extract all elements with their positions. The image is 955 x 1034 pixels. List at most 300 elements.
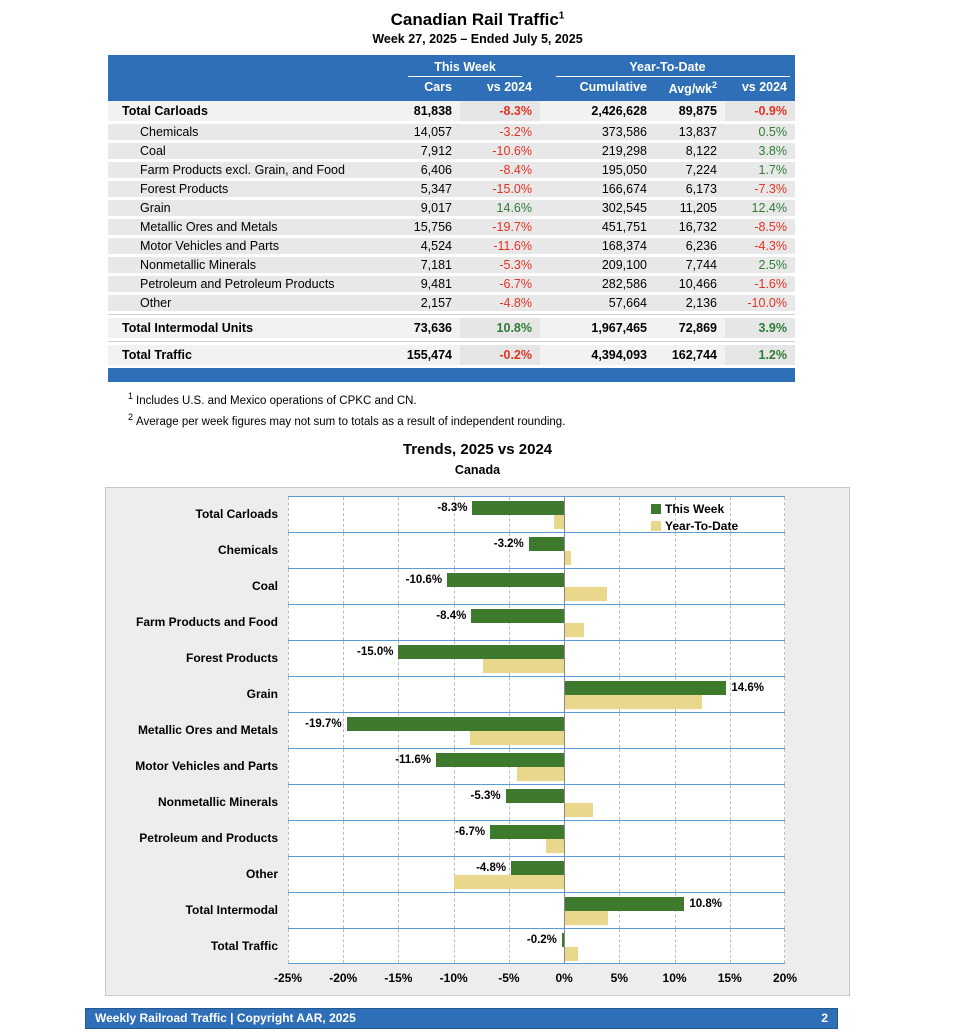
chart-band — [106, 604, 849, 640]
x-axis-tick-label: -15% — [384, 970, 413, 985]
chart-category-label: Farm Products and Food — [135, 614, 278, 629]
cell-cars: 9,017 — [420, 201, 452, 216]
bar-year-to-date — [565, 623, 584, 637]
bar-value-label: -15.0% — [357, 645, 394, 658]
footnote-text: Includes U.S. and Mexico operations of CPKC and CN. — [136, 394, 417, 407]
gridline — [454, 785, 455, 820]
footnote-marker: 1 — [128, 391, 134, 402]
gridline — [784, 821, 785, 856]
legend-label-this-week: This Week — [665, 502, 725, 517]
gridline — [343, 749, 344, 784]
cell-cumulative: 209,100 — [601, 258, 647, 273]
chart-band-plot — [288, 532, 785, 568]
table-header — [108, 55, 795, 101]
gridline — [288, 605, 289, 640]
chart-band — [106, 532, 849, 568]
footnotes — [128, 391, 955, 428]
cell-avg-wk: 72,869 — [678, 321, 717, 336]
cell-vs-2024-ytd: 1.2% — [725, 345, 795, 365]
footnote-line — [128, 391, 955, 407]
gridline — [784, 677, 785, 712]
report-page — [0, 10, 955, 1029]
gridline — [619, 713, 620, 748]
bar-year-to-date — [565, 587, 607, 601]
cell-vs-2024-week: -0.2% — [460, 345, 540, 365]
bar-year-to-date — [565, 947, 578, 961]
bar-value-label: -5.3% — [470, 789, 501, 802]
gridline — [343, 677, 344, 712]
cell-vs-2024-week: -11.6% — [460, 238, 540, 254]
bar-value-label: -10.6% — [405, 573, 443, 586]
bar-value-label: -8.4% — [436, 609, 467, 622]
table-row — [108, 276, 795, 292]
column-header-cumulative: Cumulative — [579, 80, 647, 94]
gridline — [398, 569, 399, 604]
gridline — [343, 821, 344, 856]
x-axis-tick-label: 10% — [662, 970, 687, 985]
bar-this-week — [490, 825, 564, 839]
row-separator — [108, 341, 795, 342]
x-axis-tick-label: -20% — [329, 970, 358, 985]
bar-year-to-date — [546, 839, 564, 853]
cell-vs-2024-ytd: -10.0% — [725, 295, 795, 311]
gridline — [730, 785, 731, 820]
footer-bar — [85, 1008, 838, 1029]
table-row — [108, 238, 795, 254]
gridline — [784, 605, 785, 640]
footnote-marker: 2 — [128, 411, 134, 422]
gridline — [784, 857, 785, 892]
cell-cumulative: 4,394,093 — [591, 348, 647, 363]
table-row — [108, 143, 795, 159]
gridline — [730, 569, 731, 604]
cell-vs-2024-week: -8.3% — [460, 101, 540, 121]
bar-this-week — [398, 645, 564, 659]
cell-vs-2024-ytd: 0.5% — [725, 124, 795, 140]
gridline — [343, 533, 344, 568]
title-footnote-marker: 1 — [558, 10, 565, 22]
cell-cars: 7,181 — [420, 258, 452, 273]
bar-year-to-date — [565, 695, 702, 709]
cell-avg-wk: 2,136 — [685, 296, 717, 311]
zero-axis-line — [564, 749, 565, 784]
bar-year-to-date — [554, 515, 564, 529]
page-number: 2 — [821, 1011, 828, 1026]
footer-text: Weekly Railroad Traffic | Copyright AAR, 2025 — [95, 1011, 356, 1026]
x-axis-tick-label: 20% — [772, 970, 798, 985]
cell-cars: 7,912 — [420, 144, 452, 159]
gridline — [784, 893, 785, 928]
table-body — [108, 101, 795, 365]
table-row — [108, 181, 795, 197]
page-title-text: Canadian Rail Traffic — [390, 10, 559, 29]
gridline — [675, 605, 676, 640]
gridline — [343, 497, 344, 532]
bar-value-label: -8.3% — [437, 501, 468, 514]
legend-swatch-year-to-date — [651, 521, 661, 531]
gridline — [288, 785, 289, 820]
table-row — [108, 200, 795, 216]
table-row — [108, 219, 795, 235]
x-axis-tick-label: 15% — [717, 970, 742, 985]
gridline — [343, 857, 344, 892]
bar-this-week — [471, 609, 564, 623]
gridline — [730, 605, 731, 640]
bar-year-to-date — [565, 803, 593, 817]
cell-vs-2024-ytd: -8.5% — [725, 219, 795, 235]
cell-avg-wk: 7,224 — [685, 163, 717, 178]
chart-band-plot — [288, 820, 785, 856]
gridline — [288, 641, 289, 676]
gridline — [343, 605, 344, 640]
cell-label: Nonmetallic Minerals — [140, 258, 257, 273]
group-header-ytd-label: Year-To-Date — [629, 60, 706, 74]
gridline — [619, 569, 620, 604]
cell-cars: 6,406 — [420, 163, 452, 178]
gridline — [454, 677, 455, 712]
gridline — [288, 569, 289, 604]
gridline — [730, 821, 731, 856]
chart-category-label: Other — [245, 866, 278, 881]
gridline — [509, 677, 510, 712]
gridline — [784, 785, 785, 820]
footnote-text: Average per week figures may not sum to totals as a result of independent rounding. — [136, 415, 566, 428]
cell-avg-wk: 6,173 — [685, 182, 717, 197]
gridline — [343, 929, 344, 963]
cell-avg-wk: 13,837 — [678, 125, 717, 140]
cell-vs-2024-ytd: 3.8% — [725, 143, 795, 159]
chart-category-label: Grain — [246, 686, 278, 701]
group-header-year-to-date — [540, 60, 795, 77]
cell-vs-2024-ytd: 2.5% — [725, 257, 795, 273]
gridline — [398, 785, 399, 820]
cell-cumulative: 168,374 — [601, 239, 647, 254]
cell-label: Total Carloads — [122, 104, 208, 119]
gridline — [619, 533, 620, 568]
cell-avg-wk: 7,744 — [685, 258, 717, 273]
gridline — [343, 713, 344, 748]
column-header-avgwk-text: Avg/wk — [668, 82, 712, 97]
chart-band — [106, 712, 849, 748]
cell-label: Chemicals — [140, 125, 199, 140]
chart-band — [106, 676, 849, 712]
gridline — [784, 569, 785, 604]
cell-label: Motor Vehicles and Parts — [140, 239, 279, 254]
table-bottom-bar — [108, 368, 795, 382]
zero-axis-line — [564, 497, 565, 532]
cell-avg-wk: 162,744 — [671, 348, 717, 363]
cell-vs-2024-ytd: 3.9% — [725, 318, 795, 338]
gridline — [288, 713, 289, 748]
bar-year-to-date — [454, 875, 564, 889]
traffic-table — [108, 55, 795, 382]
chart-plot-area — [106, 496, 849, 964]
gridline — [784, 749, 785, 784]
gridline — [784, 533, 785, 568]
bar-this-week — [529, 537, 564, 551]
bar-value-label: -19.7% — [305, 717, 342, 730]
gridline — [619, 749, 620, 784]
cell-cumulative: 451,751 — [601, 220, 647, 235]
chart-band-plot — [288, 712, 785, 748]
chart-band-plot — [288, 568, 785, 604]
gridline — [675, 641, 676, 676]
gridline — [730, 533, 731, 568]
cell-label: Total Intermodal Units — [122, 321, 254, 336]
gridline — [398, 533, 399, 568]
gridline — [730, 857, 731, 892]
group-header-this-week-label: This Week — [434, 60, 496, 74]
cell-vs-2024-ytd: -0.9% — [725, 101, 795, 121]
gridline — [675, 533, 676, 568]
cell-cumulative: 2,426,628 — [591, 104, 647, 119]
x-axis-tick-label: -25% — [273, 970, 303, 985]
page-subtitle: Week 27, 2025 – Ended July 5, 2025 — [372, 32, 583, 46]
chart-band-plot — [288, 748, 785, 784]
gridline — [398, 929, 399, 963]
bar-this-week — [447, 573, 564, 587]
gridline — [398, 677, 399, 712]
column-header-avgwk — [655, 80, 725, 96]
gridline — [675, 749, 676, 784]
cell-vs-2024-ytd: -1.6% — [725, 276, 795, 292]
chart-band-plot — [288, 676, 785, 712]
x-axis — [273, 967, 798, 989]
gridline — [398, 857, 399, 892]
x-axis-tick-label: -10% — [439, 970, 468, 985]
cell-cumulative: 373,586 — [601, 125, 647, 140]
cell-avg-wk: 10,466 — [678, 277, 717, 292]
cell-cars: 14,057 — [413, 125, 452, 140]
page-title — [0, 10, 955, 30]
gridline — [343, 785, 344, 820]
gridline — [398, 497, 399, 532]
gridline — [730, 641, 731, 676]
gridline — [675, 785, 676, 820]
table-header-groups — [108, 60, 795, 77]
gridline — [675, 857, 676, 892]
chart-category-label: Metallic Ores and Metals — [137, 722, 278, 737]
gridline — [343, 569, 344, 604]
cell-label: Coal — [140, 144, 166, 159]
cell-avg-wk: 11,205 — [679, 201, 717, 216]
legend-item-this-week — [651, 501, 738, 518]
cell-vs-2024-week: 10.8% — [460, 318, 540, 338]
column-header-vs2024-week: vs 2024 — [486, 80, 532, 94]
cell-vs-2024-week: -15.0% — [460, 181, 540, 197]
table-row — [108, 124, 795, 140]
chart-band — [106, 784, 849, 820]
bar-year-to-date — [483, 659, 564, 673]
table-row — [108, 318, 795, 338]
bar-value-label: 14.6% — [731, 681, 764, 694]
chart-band — [106, 892, 849, 928]
cell-cars: 73,636 — [413, 321, 452, 336]
chart-category-label: Petroleum and Products — [139, 830, 278, 845]
gridline — [619, 605, 620, 640]
chart-legend — [651, 501, 738, 535]
bar-year-to-date — [470, 731, 564, 745]
bar-value-label: -0.2% — [526, 933, 557, 946]
gridline — [343, 641, 344, 676]
cell-cumulative: 57,664 — [608, 296, 647, 311]
cell-label: Other — [140, 296, 172, 311]
cell-vs-2024-week: -3.2% — [460, 124, 540, 140]
legend-label-year-to-date: Year-To-Date — [665, 519, 739, 534]
header-spacer — [108, 60, 390, 77]
cell-cars: 15,756 — [413, 220, 452, 235]
cell-vs-2024-week: -10.6% — [460, 143, 540, 159]
chart-band-plot — [288, 856, 785, 892]
column-header-empty — [108, 80, 390, 96]
trends-bar-chart — [105, 487, 850, 996]
cell-avg-wk: 8,122 — [685, 144, 717, 159]
bar-this-week — [472, 501, 564, 515]
chart-band-plot — [288, 604, 785, 640]
gridline — [619, 497, 620, 532]
cell-label: Petroleum and Petroleum Products — [140, 277, 335, 292]
gridline — [619, 857, 620, 892]
footnote-line — [128, 412, 955, 428]
legend-item-year-to-date — [651, 518, 738, 535]
cell-cumulative: 219,298 — [601, 144, 647, 159]
avgwk-footnote-marker: 2 — [711, 80, 717, 90]
zero-axis-line — [564, 857, 565, 892]
cell-label: Farm Products excl. Grain, and Food — [140, 163, 345, 178]
cell-vs-2024-ytd: -4.3% — [725, 238, 795, 254]
cell-cars: 4,524 — [420, 239, 452, 254]
chart-band-plot — [288, 640, 785, 676]
x-axis-tick-label: 0% — [555, 970, 573, 985]
gridline — [730, 749, 731, 784]
cell-cumulative: 166,674 — [601, 182, 647, 197]
gridline — [730, 893, 731, 928]
gridline — [509, 929, 510, 963]
bar-this-week — [511, 861, 564, 875]
gridline — [509, 893, 510, 928]
cell-label: Total Traffic — [122, 348, 192, 363]
chart-band-plot — [288, 928, 785, 964]
bar-value-label: -11.6% — [395, 753, 431, 766]
chart-band-plot — [288, 784, 785, 820]
cell-cars: 81,838 — [413, 104, 452, 119]
gridline — [398, 605, 399, 640]
table-row — [108, 295, 795, 311]
bar-this-week — [565, 681, 726, 695]
bar-value-label: 10.8% — [689, 897, 722, 910]
cell-avg-wk: 16,732 — [678, 220, 717, 235]
chart-band — [106, 856, 849, 892]
cell-label: Forest Products — [140, 182, 229, 197]
zero-axis-line — [564, 641, 565, 676]
column-header-cars: Cars — [424, 80, 452, 94]
cell-cumulative: 282,586 — [601, 277, 647, 292]
gridline — [288, 677, 289, 712]
x-axis-tick-label: 5% — [610, 970, 628, 985]
chart-category-label: Nonmetallic Minerals — [157, 794, 278, 809]
table-row — [108, 345, 795, 365]
gridline — [619, 821, 620, 856]
cell-avg-wk: 6,236 — [685, 239, 717, 254]
gridline — [619, 641, 620, 676]
cell-vs-2024-ytd: 12.4% — [725, 200, 795, 216]
chart-band — [106, 928, 849, 964]
bar-year-to-date — [517, 767, 564, 781]
chart-band — [106, 568, 849, 604]
cell-vs-2024-week: 14.6% — [460, 200, 540, 216]
cell-vs-2024-ytd: 1.7% — [725, 162, 795, 178]
bar-this-week — [436, 753, 564, 767]
gridline — [454, 929, 455, 963]
chart-title: Trends, 2025 vs 2024 — [402, 440, 553, 458]
gridline — [730, 929, 731, 963]
table-row — [108, 162, 795, 178]
cell-cumulative: 1,967,465 — [591, 321, 647, 336]
bar-year-to-date — [565, 551, 571, 565]
table-row — [108, 257, 795, 273]
chart-category-label: Chemicals — [217, 542, 278, 557]
gridline — [619, 785, 620, 820]
cell-avg-wk: 89,875 — [678, 104, 717, 119]
gridline — [288, 749, 289, 784]
gridline — [675, 929, 676, 963]
cell-vs-2024-week: -8.4% — [460, 162, 540, 178]
gridline — [454, 533, 455, 568]
zero-axis-line — [564, 713, 565, 748]
gridline — [784, 641, 785, 676]
gridline — [675, 821, 676, 856]
gridline — [343, 893, 344, 928]
gridline — [398, 821, 399, 856]
chart-category-label: Motor Vehicles and Parts — [135, 758, 278, 773]
gridline — [288, 533, 289, 568]
cell-cumulative: 302,545 — [601, 201, 647, 216]
gridline — [288, 893, 289, 928]
bar-this-week — [565, 897, 684, 911]
chart-subtitle: Canada — [454, 462, 501, 477]
group-underline — [408, 76, 522, 77]
chart-band — [106, 748, 849, 784]
bar-value-label: -4.8% — [476, 861, 507, 874]
chart-category-label: Coal — [251, 578, 278, 593]
cell-cars: 9,481 — [420, 277, 452, 292]
chart-band — [106, 820, 849, 856]
column-header-vs2024-ytd: vs 2024 — [741, 80, 787, 94]
gridline — [288, 497, 289, 532]
bar-this-week — [347, 717, 565, 731]
chart-band-plot — [288, 892, 785, 928]
zero-axis-line — [564, 821, 565, 856]
bar-this-week — [506, 789, 565, 803]
gridline — [288, 857, 289, 892]
gridline — [784, 497, 785, 532]
cell-cars: 155,474 — [406, 348, 452, 363]
gridline — [454, 893, 455, 928]
cell-vs-2024-week: -4.8% — [460, 295, 540, 311]
cell-vs-2024-week: -6.7% — [460, 276, 540, 292]
gridline — [675, 569, 676, 604]
bar-year-to-date — [565, 911, 608, 925]
chart-category-label: Total Carloads — [195, 506, 278, 521]
chart-category-label: Total Traffic — [210, 938, 278, 953]
gridline — [288, 929, 289, 963]
row-separator — [108, 314, 795, 315]
gridline — [288, 821, 289, 856]
table-column-headers — [108, 77, 795, 101]
gridline — [784, 713, 785, 748]
cell-cars: 2,157 — [420, 296, 452, 311]
chart-category-label: Forest Products — [185, 650, 278, 665]
